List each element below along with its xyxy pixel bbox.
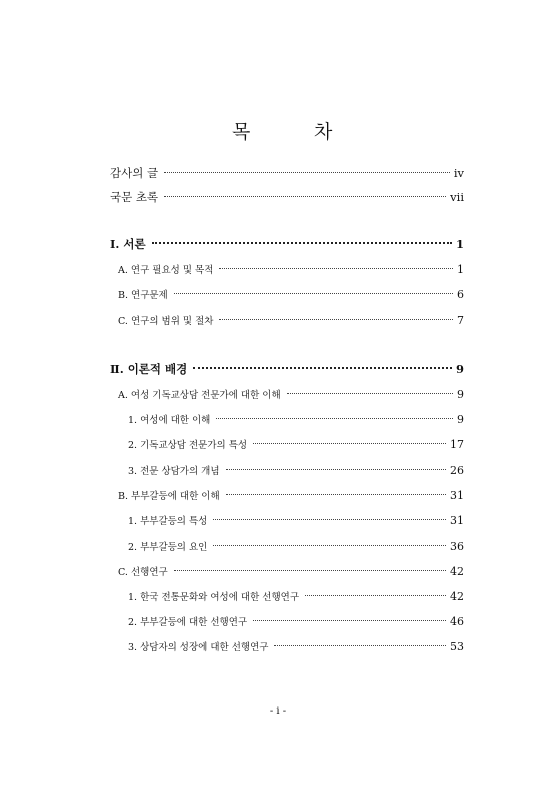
toc-chapter-label: Ⅰ. 서론 — [110, 237, 146, 251]
toc-entry-abstract[interactable] — [110, 188, 464, 206]
toc-section-label: B. 연구문제 — [118, 290, 168, 301]
toc-subsection-label: 2. 부부갈등에 대한 선행연구 — [128, 617, 248, 628]
dot-leader — [253, 620, 446, 621]
page-title — [0, 117, 556, 141]
toc-subsection-page: 53 — [450, 640, 464, 653]
toc-subsection-label: 2. 부부갈등의 요인 — [128, 542, 208, 553]
toc-subsection-label: 3. 상담자의 성장에 대한 선행연구 — [128, 642, 269, 653]
toc-section[interactable] — [118, 487, 464, 505]
toc-subsection[interactable] — [128, 512, 464, 530]
toc-section-page: 9 — [457, 388, 464, 401]
toc-subsection[interactable] — [128, 638, 464, 656]
toc-section-page: 1 — [457, 263, 464, 276]
toc-section-page: 31 — [450, 489, 464, 502]
dot-leader — [174, 293, 453, 294]
toc-subsection-label: 3. 전문 상담가의 개념 — [128, 466, 220, 477]
toc-subsection[interactable] — [128, 411, 464, 429]
dot-leader — [219, 319, 453, 320]
toc-section-label: A. 연구 필요성 및 목적 — [118, 265, 214, 276]
toc-section[interactable] — [118, 261, 464, 279]
dot-leader — [287, 393, 453, 394]
toc-entry-label: 국문 초록 — [110, 190, 159, 204]
toc-chapter-1[interactable] — [110, 235, 464, 253]
dot-leader — [253, 443, 446, 444]
toc-entry-acknowledgements[interactable] — [110, 164, 464, 182]
toc-section[interactable] — [118, 563, 464, 581]
toc-subsection[interactable] — [128, 538, 464, 556]
dot-leader — [193, 367, 452, 369]
toc-section[interactable] — [118, 286, 464, 304]
toc-entry-label: 감사의 글 — [110, 166, 159, 180]
toc-section-page: 7 — [457, 314, 464, 327]
toc-entry-page: iv — [453, 166, 464, 180]
dot-leader — [226, 469, 446, 470]
toc-section-label: B. 부부갈등에 대한 이해 — [118, 491, 220, 502]
toc-chapter-2[interactable] — [110, 360, 464, 378]
toc-subsection-page: 31 — [450, 514, 464, 527]
toc-subsection-page: 17 — [450, 438, 464, 451]
toc-subsection-page: 26 — [450, 464, 464, 477]
title-char-2: 차 — [314, 121, 333, 143]
dot-leader — [213, 545, 446, 546]
toc-subsection[interactable] — [128, 436, 464, 454]
dot-leader — [164, 172, 450, 173]
toc-chapter-label: Ⅱ. 이론적 배경 — [110, 362, 188, 376]
toc-subsection[interactable] — [128, 588, 464, 606]
toc-section-label: C. 선행연구 — [118, 567, 168, 578]
dot-leader — [219, 268, 453, 269]
toc-subsection-label: 1. 한국 전통문화와 여성에 대한 선행연구 — [128, 592, 299, 603]
toc-subsection-page: 36 — [450, 540, 464, 553]
dot-leader — [216, 418, 453, 419]
toc-subsection[interactable] — [128, 462, 464, 480]
dot-leader — [226, 494, 446, 495]
toc-subsection-page: 46 — [450, 615, 464, 628]
page-number-footer: - i - — [269, 706, 287, 717]
dot-leader — [164, 196, 446, 197]
toc-section-page: 42 — [450, 565, 464, 578]
dot-leader — [174, 570, 446, 571]
title-char-1: 목 — [232, 121, 251, 143]
toc-chapter-page: 1 — [455, 237, 464, 251]
toc-subsection-page: 9 — [457, 413, 464, 426]
dot-leader — [152, 242, 452, 244]
toc-chapter-page: 9 — [455, 362, 464, 376]
toc-section[interactable] — [118, 312, 464, 330]
toc-section[interactable] — [118, 386, 464, 404]
toc-subsection-label: 2. 기독교상담 전문가의 특성 — [128, 440, 248, 451]
toc-section-page: 6 — [457, 288, 464, 301]
toc-section-label: C. 연구의 범위 및 절차 — [118, 316, 214, 327]
toc-subsection-label: 1. 여성에 대한 이해 — [128, 415, 211, 426]
dot-leader — [213, 519, 446, 520]
toc-entry-page: vii — [450, 190, 464, 204]
toc-subsection[interactable] — [128, 613, 464, 631]
dot-leader — [305, 595, 446, 596]
toc-subsection-page: 42 — [450, 590, 464, 603]
dot-leader — [274, 645, 446, 646]
toc-subsection-label: 1. 부부갈등의 특성 — [128, 516, 208, 527]
toc-section-label: A. 여성 기독교상담 전문가에 대한 이해 — [118, 390, 281, 401]
